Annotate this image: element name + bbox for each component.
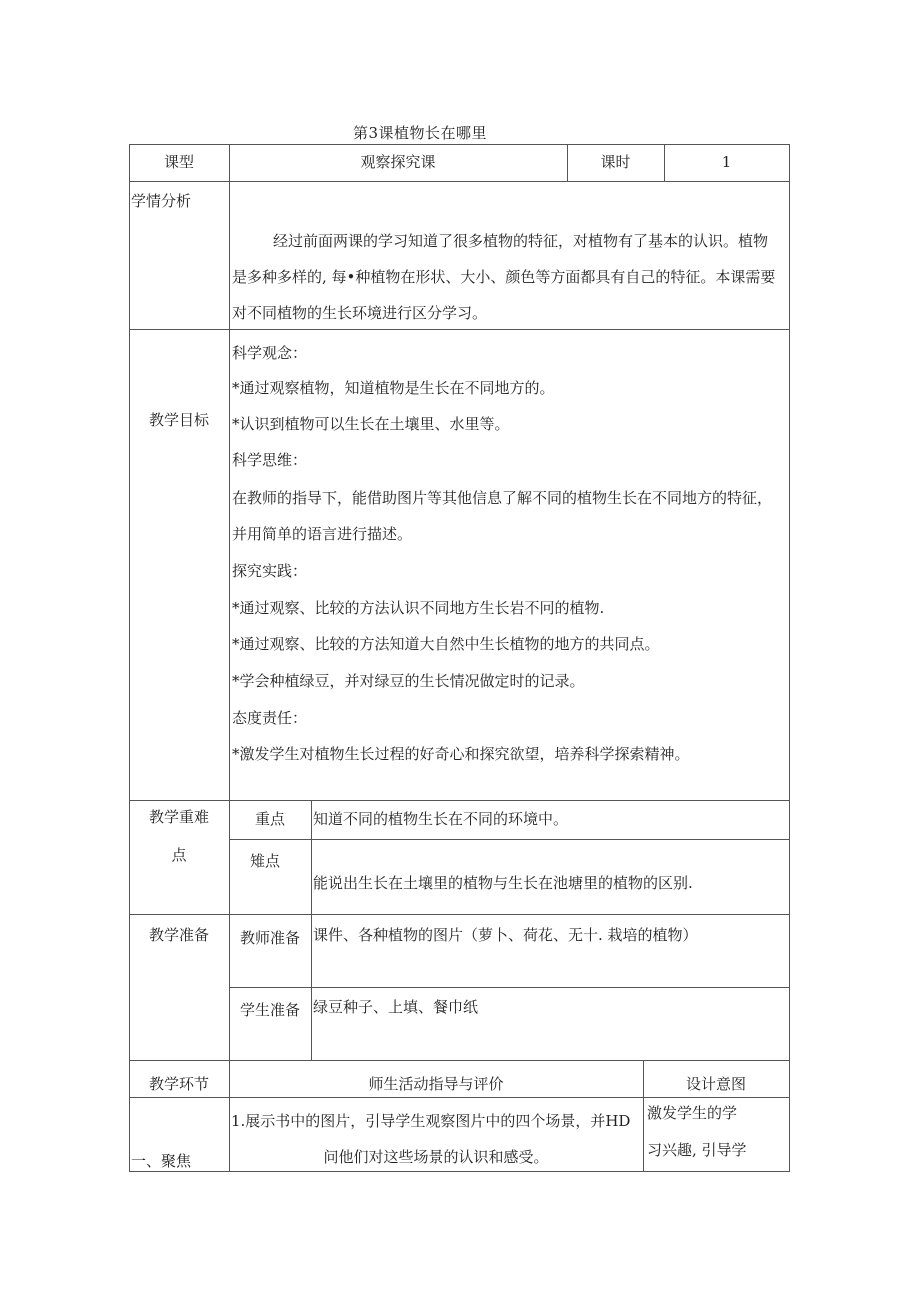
hours-label: 课时 [600, 153, 631, 171]
teacher-prep-label: 教师准备 [239, 929, 300, 947]
prep-label: 教学准备 [148, 926, 209, 944]
goal-line: *通过观察、比较的方法知道大自然中生长植物的地方的共同点。 [232, 635, 660, 653]
process-activity-line: 1.展示书中的图片，引导学生观察图片中的四个场景，并HD [231, 1112, 631, 1130]
process-stage: 一、聚焦 [131, 1152, 192, 1170]
document-title [0, 122, 920, 143]
rule-inside-keypoints [229, 839, 790, 840]
teacher-prep-text: 课件、各种植物的图片（萝卜、荷花、无十. 栽培的植物） [313, 926, 698, 944]
type-label: 课型 [163, 153, 194, 171]
difficulty-text: 能说出生长在土壤里的植物与生长在池塘里的植物的区别. [313, 874, 693, 892]
keypoints-label-line2: 点 [171, 846, 187, 864]
difficulty-label: 雉点 [249, 852, 280, 870]
analysis-line: 是多种多样的, 每•种植物在形状、大小、颜色等方面都具有自己的特征。本课需要 [232, 268, 776, 286]
goal-line: *通过观察、比较的方法认识不同地方生长岩不冋的植物. [232, 599, 605, 617]
goals-label: 教学目标 [148, 411, 209, 429]
hours-value: 1 [721, 153, 732, 171]
goal-line: *学会种植绿豆，并对绿豆的生长情况做定时的记录。 [232, 672, 585, 690]
title-text: 第3课植物长在哪里 [352, 124, 488, 142]
goal-line: 探究实践： [232, 562, 308, 580]
rule-left [129, 144, 130, 1172]
goal-line: *激发学生对植物生长过程的好奇心和探究欲望，培养科学探索精神。 [232, 745, 690, 763]
process-intent-line: 习兴趣, 引导学 [647, 1141, 747, 1159]
keypoints-label-line1: 教学重难 [148, 808, 209, 826]
process-col-intent: 设计意图 [685, 1075, 746, 1093]
process-col-stage: 教学环节 [148, 1075, 209, 1093]
student-prep-label: 学生准备 [239, 1001, 300, 1019]
goal-line: *认识到植物可以生长在土壤里、水里等。 [232, 415, 510, 433]
process-intent-line: 激发学生的学 [647, 1104, 738, 1122]
goal-line: 态度责任： [232, 709, 308, 727]
analysis-label: 学情分析 [131, 192, 192, 210]
rule-subcol [311, 800, 312, 1061]
focus-text: 知道不同的植物生长在不同的环境中。 [313, 810, 569, 828]
goal-line: *通过观察植物，知道植物是生长在不同地方的。 [232, 379, 555, 397]
goal-line: 科学观念： [232, 344, 308, 362]
process-activity-line: 问他们对这些场景的认识和感受。 [323, 1148, 549, 1166]
student-prep-text: 绿豆种子、上填、餐巾纸 [313, 998, 479, 1016]
focus-label: 重点 [254, 810, 285, 828]
process-col-activity: 师生活动指导与评价 [368, 1075, 504, 1093]
type-value: 观察探究课 [360, 153, 436, 171]
goal-line: 在教师的指导下，能借助图片等其他信息了解不同的植物生长在不同地方的特征， [232, 489, 773, 507]
analysis-line: 对不同植物的生长环境进行区分学习。 [232, 304, 488, 322]
goal-line: 科学思维： [232, 451, 308, 469]
goal-line: 并用简单的语言进行描述。 [232, 525, 413, 543]
rule-inside-prep [229, 987, 790, 988]
rule-right [789, 144, 790, 1172]
analysis-line: 经过前面两课的学习知道了很多植物的特征，对植物有了基本的认识。植物 [273, 232, 769, 250]
